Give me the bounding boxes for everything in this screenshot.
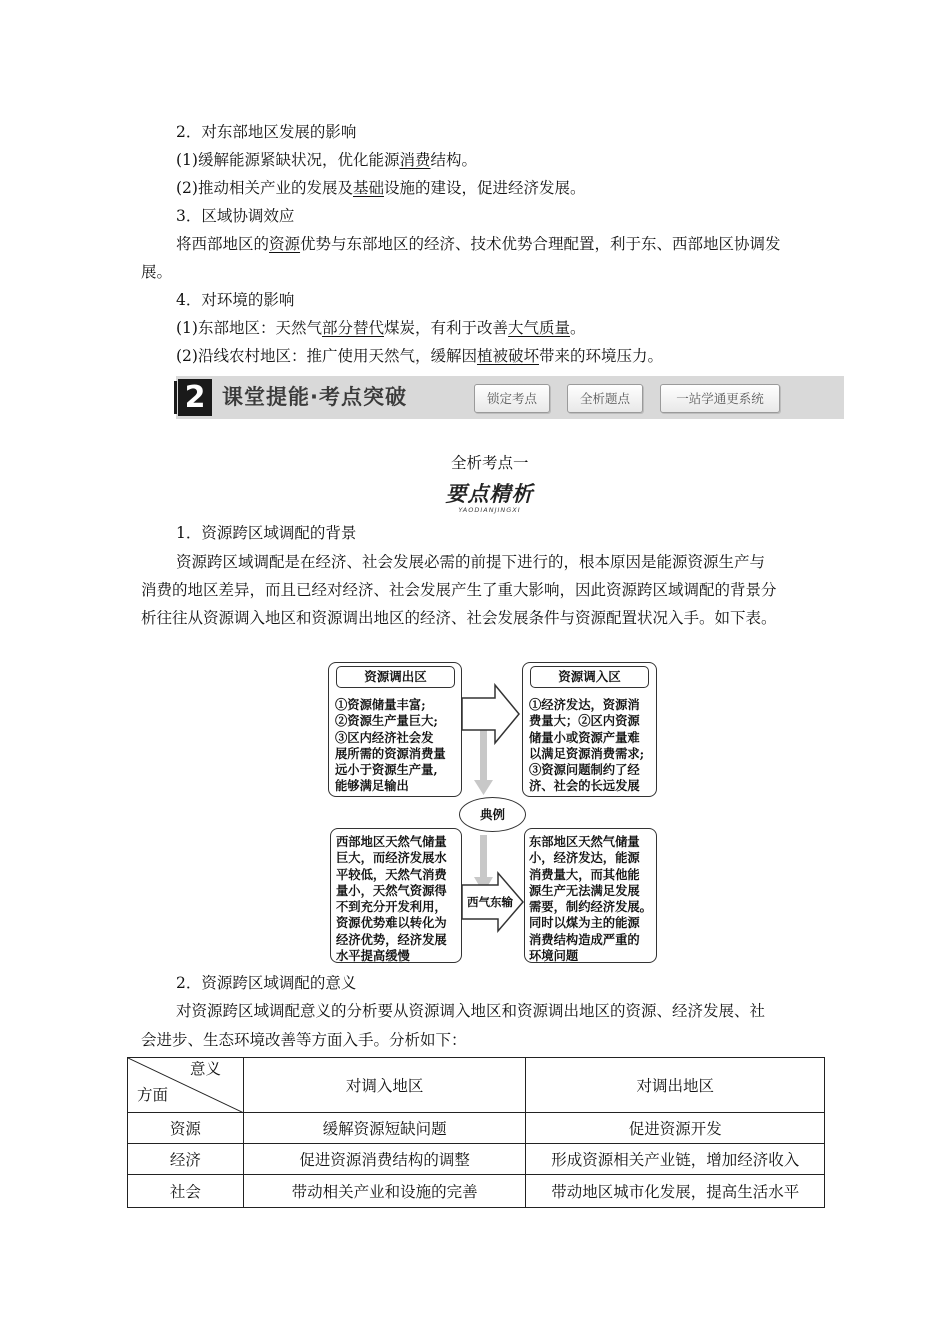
heading-regional-effect: 3．区域协调效应 bbox=[176, 207, 295, 225]
paragraph-regional-effect-cont: 展。 bbox=[141, 263, 173, 281]
analyze-questions-button[interactable]: 全析题点 bbox=[567, 384, 643, 413]
heading-environment: 4．对环境的影响 bbox=[176, 291, 295, 309]
table-cell-export: 带动地区城市化发展，提高生活水平 bbox=[526, 1175, 825, 1208]
paragraph-regional-effect: 将西部地区的资源优势与东部地区的经济、技术优势合理配置，利于东、西部地区协调发 bbox=[176, 235, 781, 253]
example-oval: 典例 bbox=[459, 797, 526, 832]
table-cell-aspect: 社会 bbox=[128, 1175, 244, 1208]
logo-pinyin: YAODIANJINGXI bbox=[458, 506, 521, 514]
top-flow-arrow bbox=[462, 685, 519, 743]
paragraph-significance-2: 会进步、生态环境改善等方面入手。分析如下： bbox=[141, 1031, 467, 1049]
import-region-text: ①经济发达，资源消 费量大；②区内资源 储量小或资源产量难 以满足资源消费需求; ③资源问题制约了经 济、社会的长远发展 bbox=[529, 697, 645, 794]
paragraph-east-1: (1)缓解能源紧缺状况，优化能源消费结构。 bbox=[176, 151, 477, 169]
table-cell-import: 带动相关产业和设施的完善 bbox=[243, 1175, 526, 1208]
east-gas-text: 东部地区天然气储量 小，经济发达，能源 消费量大，而其他能 源生产无法满足发展 需要，制约经济发展。 同时以煤为主的能源 消费结构造成严重的 环境问题 bbox=[529, 834, 652, 964]
heading-significance: 2．资源跨区域调配的意义 bbox=[176, 974, 357, 992]
heading-east-impact: 2．对东部地区发展的影响 bbox=[176, 123, 357, 141]
paragraph-east-2: (2)推动相关产业的发展及基础设施的建设，促进经济发展。 bbox=[176, 179, 586, 197]
key-points-logo bbox=[432, 482, 547, 516]
import-region-title: 资源调入区 bbox=[530, 666, 649, 688]
export-region-title: 资源调出区 bbox=[336, 666, 455, 688]
table-corner-cell bbox=[128, 1058, 244, 1113]
table-header-export: 对调出地区 bbox=[526, 1058, 825, 1113]
vertical-arrow-left-head bbox=[474, 780, 493, 795]
lock-points-button[interactable]: 锁定考点 bbox=[474, 384, 550, 413]
table-cell-import: 缓解资源短缺问题 bbox=[243, 1113, 526, 1144]
banner-title: 课堂提能·考点突破 bbox=[222, 385, 407, 409]
vertical-arrow-right-shaft bbox=[480, 835, 487, 880]
paragraph-env-rural: (2)沿线农村地区：推广使用天然气，缓解因植被破坏带来的环境压力。 bbox=[176, 347, 663, 365]
table-cell-import: 促进资源消费结构的调整 bbox=[243, 1144, 526, 1175]
table-cell-export: 形成资源相关产业链，增加经济收入 bbox=[526, 1144, 825, 1175]
paragraph-background-1: 资源跨区域调配是在经济、社会发展必需的前提下进行的，根本原因是能源资源生产与 bbox=[176, 553, 766, 571]
table-row bbox=[128, 1113, 825, 1144]
banner-number: 2 bbox=[178, 379, 212, 416]
table-header-import: 对调入地区 bbox=[243, 1058, 526, 1113]
paragraph-env-east: (1)东部地区：天然气部分替代煤炭，有利于改善大气质量。 bbox=[176, 319, 586, 337]
corner-top-label: 意义 bbox=[190, 1060, 222, 1078]
logo-title: 要点精析 bbox=[445, 481, 534, 506]
paragraph-background-3: 析往往从资源调入地区和资源调出地区的经济、社会发展条件与资源配置状况入手。如下表。 bbox=[141, 609, 777, 627]
section-title: 全析考点一 bbox=[451, 454, 529, 472]
west-east-gas-label: 西气东输 bbox=[467, 895, 513, 909]
heading-background: 1．资源跨区域调配的背景 bbox=[176, 524, 357, 542]
significance-table bbox=[127, 1057, 825, 1208]
table-cell-aspect: 经济 bbox=[128, 1144, 244, 1175]
section-banner bbox=[176, 376, 844, 419]
table-cell-aspect: 资源 bbox=[128, 1113, 244, 1144]
paragraph-significance-1: 对资源跨区域调配意义的分析要从资源调入地区和资源调出地区的资源、经济发展、社 bbox=[176, 1002, 766, 1020]
table-header-row bbox=[128, 1058, 825, 1113]
west-gas-text: 西部地区天然气储量 巨大，而经济发展水 平较低，天然气消费 量小，天然气资源得 不到充分开发利用， 资源优势难以转化为 经济优势，经济发展 水平提高缓慢 bbox=[336, 834, 447, 964]
table-row bbox=[128, 1144, 825, 1175]
export-region-text: ①资源储量丰富; ②资源生产量巨大; ③区内经济社会发 展所需的资源消费量 远小于资源生产量, 能够满足输出 bbox=[335, 697, 446, 794]
systematic-study-button[interactable]: 一站学通更系统 bbox=[660, 384, 780, 413]
table-cell-export: 促进资源开发 bbox=[526, 1113, 825, 1144]
corner-bottom-label: 方面 bbox=[137, 1086, 169, 1104]
table-row bbox=[128, 1175, 825, 1208]
paragraph-background-2: 消费的地区差异，而且已经对经济、社会发展产生了重大影响，因此资源跨区域调配的背景分 bbox=[141, 581, 777, 599]
